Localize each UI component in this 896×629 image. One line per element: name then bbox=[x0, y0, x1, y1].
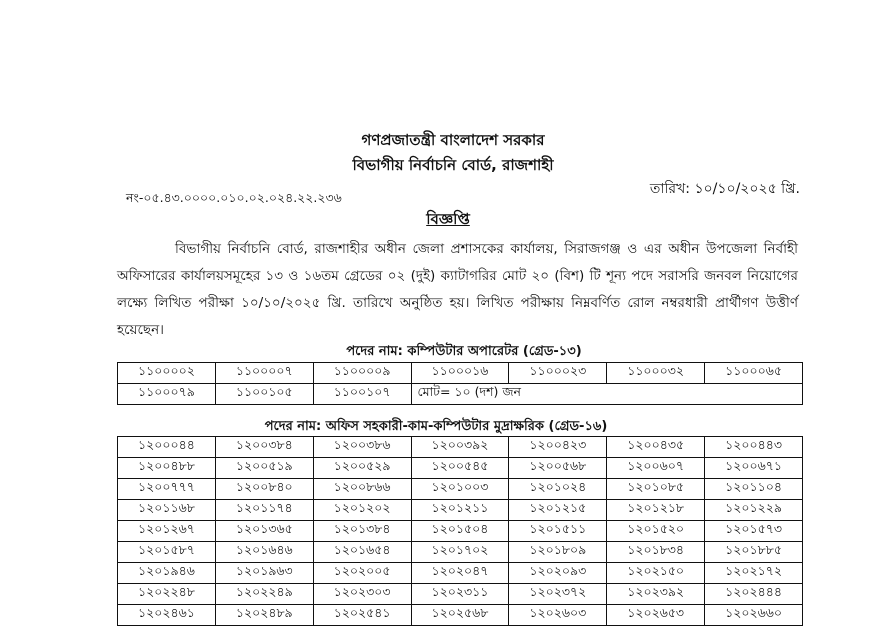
roll-cell: ১২০২৫৬৮ bbox=[411, 605, 509, 626]
roll-cell: ১২০০৪৩৫ bbox=[607, 437, 705, 458]
table-row bbox=[118, 500, 803, 521]
roll-cell: ১২০০০৪৪ bbox=[118, 437, 216, 458]
roll-cell: ১২০২৬০৩ bbox=[509, 605, 607, 626]
roll-cell: ১১০০০৭৯ bbox=[118, 384, 216, 405]
roll-cell: ১২০২৪৬১ bbox=[118, 605, 216, 626]
roll-cell: ১২০২২৪৮ bbox=[118, 584, 216, 605]
roll-cell: ১২০১৫৮৭ bbox=[118, 542, 216, 563]
roll-cell: ১১০০০১৬ bbox=[411, 363, 509, 384]
roll-cell: ১২০০৫১৯ bbox=[215, 458, 313, 479]
roll-cell: ১২০১৫৭৩ bbox=[705, 521, 803, 542]
roll-cell: ১২০২১৭২ bbox=[705, 563, 803, 584]
roll-cell: ১২০০৬৭১ bbox=[705, 458, 803, 479]
table-row bbox=[118, 363, 803, 384]
roll-cell: ১২০২৩৯২ bbox=[607, 584, 705, 605]
section2-caption: পদের নাম: অফিস সহকারী-কাম-কম্পিউটার মুদ্রাক্ষরিক (গ্রেড-১৬) bbox=[264, 419, 608, 434]
roll-cell: ১২০১৯৪৬ bbox=[118, 563, 216, 584]
roll-cell: ১২০২১৫০ bbox=[607, 563, 705, 584]
roll-cell: ১২০১৩৬৫ bbox=[215, 521, 313, 542]
roll-cell: ১১০০০০৭ bbox=[215, 363, 313, 384]
section1-caption: পদের নাম: কম্পিউটার অপারেটর (গ্রেড-১৩) bbox=[346, 344, 582, 359]
roll-cell: ১২০০৭৭৭ bbox=[118, 479, 216, 500]
roll-cell: ১২০০৩৮৪ bbox=[215, 437, 313, 458]
roll-cell: ১২০১১৬৮ bbox=[118, 500, 216, 521]
roll-cell: ১২০০৩৮৬ bbox=[313, 437, 411, 458]
roll-cell: ১২০২৩৭২ bbox=[509, 584, 607, 605]
roll-cell: ১২০১৮০৯ bbox=[509, 542, 607, 563]
notice-title: বিজ্ঞপ্তি bbox=[426, 210, 470, 228]
roll-cell: ১২০২৪৪৪ bbox=[705, 584, 803, 605]
roll-cell: ১২০১১৭৪ bbox=[215, 500, 313, 521]
roll-cell: ১২০১৯৬৩ bbox=[215, 563, 313, 584]
computer-operator-roll-table bbox=[117, 362, 803, 405]
roll-cell: ১২০১৫২০ bbox=[607, 521, 705, 542]
notice-date: তারিখ: ১০/১০/২০২৫ খ্রি. bbox=[649, 181, 800, 197]
roll-cell: ১২০০৬০৭ bbox=[607, 458, 705, 479]
table-row bbox=[118, 458, 803, 479]
roll-cell: ১২০১০২৪ bbox=[509, 479, 607, 500]
roll-cell: ১২০২০৪৭ bbox=[411, 563, 509, 584]
roll-cell: ১২০১৭০২ bbox=[411, 542, 509, 563]
government-title: গণপ্রজাতন্ত্রী বাংলাদেশ সরকার bbox=[361, 131, 545, 149]
roll-cell: ১২০০৮৪০ bbox=[215, 479, 313, 500]
table-row bbox=[118, 384, 803, 405]
roll-cell: ১২০১০০৩ bbox=[411, 479, 509, 500]
roll-cell: ১২০২৩১১ bbox=[411, 584, 509, 605]
roll-cell: ১২০২২৪৯ bbox=[215, 584, 313, 605]
roll-cell: ১২০১৫০৪ bbox=[411, 521, 509, 542]
roll-cell: ১১০০০০৯ bbox=[313, 363, 411, 384]
roll-cell: ১১০০১০৫ bbox=[215, 384, 313, 405]
roll-cell: ১১০০০০২ bbox=[118, 363, 216, 384]
roll-cell: ১১০০১০৭ bbox=[313, 384, 411, 405]
roll-cell: ১২০১২১১ bbox=[411, 500, 509, 521]
roll-cell: ১২০১০৮৫ bbox=[607, 479, 705, 500]
roll-cell: ১২০১২৬৭ bbox=[118, 521, 216, 542]
roll-cell: ১২০১২১৫ bbox=[509, 500, 607, 521]
table-row bbox=[118, 563, 803, 584]
roll-cell: ১২০১২২৯ bbox=[705, 500, 803, 521]
roll-cell: ১২০১৮৩৪ bbox=[607, 542, 705, 563]
table-row bbox=[118, 521, 803, 542]
roll-cell: ১২০২০৯৩ bbox=[509, 563, 607, 584]
roll-cell: ১২০১২১৮ bbox=[607, 500, 705, 521]
roll-cell: ১২০১৬৫৪ bbox=[313, 542, 411, 563]
notice-body: বিভাগীয় নির্বাচনি বোর্ড, রাজশাহীর অধীন জেলা প্রশাসকের কার্যালয়, সিরাজগঞ্জ ও এর অধীন উপজেলা নির্বাহী অফিসারের কার্যালয়সমূহের ১৩ ও ১৬তম গ্রেডের ০২ (দুই) ক্যাটাগরির মোট ২০ (বিশ) টি শূন্য পদে সরাসরি জনবল নিয়োগের লক্ষ্যে লিখিত পরীক্ষা ১০/১০/২০২৫ খ্রি. তারিখে অনুষ্ঠিত হয়। লিখিত পরীক্ষায় নিম্নবর্ণিত রোল নম্বরধারী প্রার্থীগণ উত্তীর্ণ হয়েছেন। bbox=[117, 241, 798, 338]
roll-cell: ১২০১৬৪৬ bbox=[215, 542, 313, 563]
roll-cell: ১২০১৩৮৪ bbox=[313, 521, 411, 542]
reference-number: নং-০৫.৪৩.০০০০.০১০.০২.০২৪.২২.২৩৬ bbox=[126, 190, 342, 205]
table-row bbox=[118, 542, 803, 563]
total-count: মোট= ১০ (দশ) জন bbox=[411, 384, 802, 405]
roll-cell: ১২০০৮৬৬ bbox=[313, 479, 411, 500]
roll-cell: ১২০০৫৪৫ bbox=[411, 458, 509, 479]
board-title: বিভাগীয় নির্বাচনি বোর্ড, রাজশাহী bbox=[352, 156, 554, 174]
roll-cell: ১২০২০০৫ bbox=[313, 563, 411, 584]
document-header bbox=[0, 128, 896, 178]
table-row bbox=[118, 584, 803, 605]
roll-cell: ১১০০০৩২ bbox=[607, 363, 705, 384]
roll-cell: ১২০০৪৪৩ bbox=[705, 437, 803, 458]
roll-cell: ১১০০০২৩ bbox=[509, 363, 607, 384]
office-assistant-roll-table bbox=[117, 436, 803, 626]
table-row bbox=[118, 437, 803, 458]
roll-cell: ১২০০৪৮৮ bbox=[118, 458, 216, 479]
roll-cell: ১২০১৮৮৫ bbox=[705, 542, 803, 563]
roll-cell: ১২০০৫২৯ bbox=[313, 458, 411, 479]
roll-cell: ১২০২৫৪১ bbox=[313, 605, 411, 626]
roll-cell: ১২০২৬৬০ bbox=[705, 605, 803, 626]
table-row bbox=[118, 479, 803, 500]
roll-cell: ১২০০৩৯২ bbox=[411, 437, 509, 458]
roll-cell: ১২০১২০২ bbox=[313, 500, 411, 521]
roll-cell: ১২০১১০৪ bbox=[705, 479, 803, 500]
roll-cell: ১২০২৬৫৩ bbox=[607, 605, 705, 626]
roll-cell: ১১০০০৬৫ bbox=[705, 363, 803, 384]
roll-cell: ১২০২৪৮৯ bbox=[215, 605, 313, 626]
roll-cell: ১২০১৫১১ bbox=[509, 521, 607, 542]
roll-cell: ১২০২৩০৩ bbox=[313, 584, 411, 605]
table-row bbox=[118, 605, 803, 626]
roll-cell: ১২০০৪২৩ bbox=[509, 437, 607, 458]
roll-cell: ১২০০৫৬৮ bbox=[509, 458, 607, 479]
